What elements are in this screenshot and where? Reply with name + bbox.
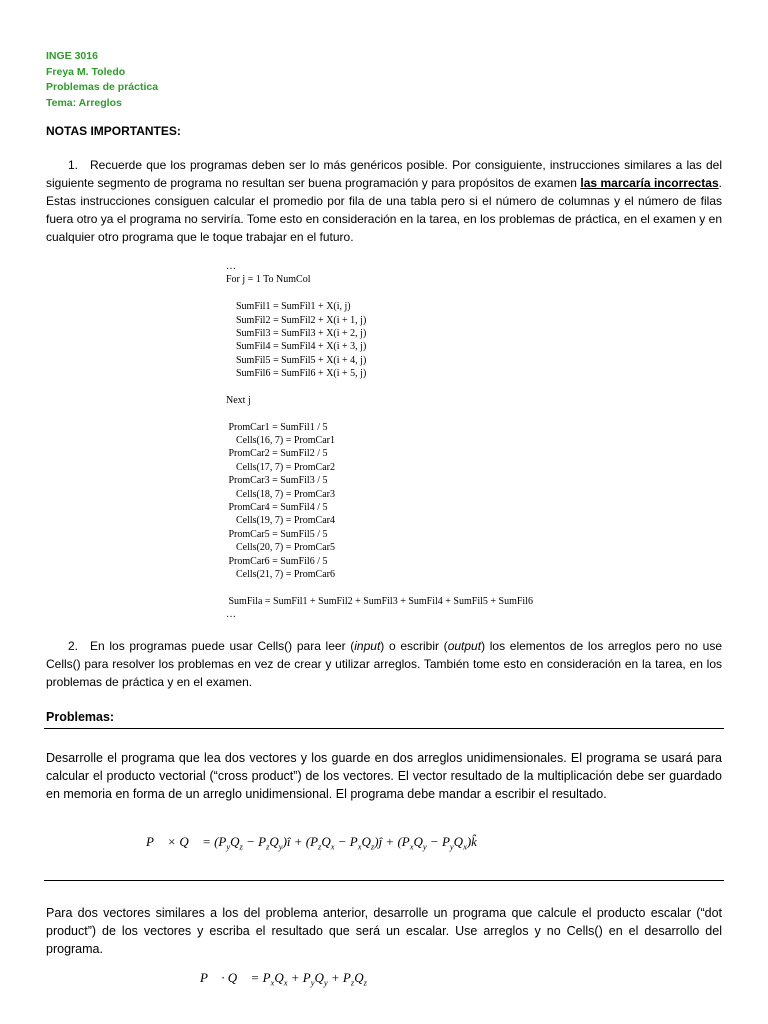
code-line: Cells(17, 7) = PromCar2: [226, 461, 335, 473]
document-header: [46, 49, 158, 111]
note-item-2-number: 2.: [68, 639, 79, 653]
note-item-1-underlined: las marcaría incorrectas: [580, 176, 719, 190]
code-line: SumFila = SumFil1 + SumFil2 + SumFil3 + SumFil4 + SumFil5 + SumFil6: [226, 595, 533, 607]
code-line: SumFil5 = SumFil5 + X(i + 4, j): [226, 354, 367, 366]
note-item-1-number: 1.: [68, 158, 79, 172]
code-line: PromCar2 = SumFil2 / 5: [226, 448, 328, 460]
code-line: SumFil3 = SumFil3 + X(i + 2, j): [226, 327, 367, 339]
code-line: Cells(19, 7) = PromCar4: [226, 515, 335, 527]
note-item-2-text-3: ) los elementos de los arreglos pero no use Cells() para resolver los problemas en vez de crear y utilizar arreglos. También tome esto en consideración en la tarea, en los problemas de práctica y en el examen.: [46, 639, 722, 689]
problem-2-text: Para dos vectores similares a los del problema anterior, desarrolle un programa que calcule el producto escalar (“dot product”) de los vectores y escriba el resultado que será un escalar. Use arreglos y no Cells() en el desarrollo del programa.: [46, 906, 722, 956]
note-item-2-text-1: En los programas puede usar Cells() para leer (: [90, 639, 355, 653]
dot-product-formula: P⃗ · Q⃗ = $P_xQ_x + P_yQ_y + P_zQ_z$: [200, 970, 367, 988]
code-segment: [226, 260, 533, 622]
code-line: Cells(18, 7) = PromCar3: [226, 488, 335, 500]
code-line: SumFil1 = SumFil1 + X(i, j): [226, 301, 351, 313]
code-line: PromCar1 = SumFil1 / 5: [226, 421, 328, 433]
code-line: For j = 1 To NumCol: [226, 274, 311, 286]
code-line: Cells(21, 7) = PromCar6: [226, 568, 335, 580]
note-item-1-text-a: Recuerde que los programas deben ser lo más genéricos posible. Por consiguiente, instrucciones similares a las del siguiente segmento de programa no resultan ser buena programación y para propósitos de examen: [46, 158, 722, 190]
note-item-1: [46, 156, 722, 246]
code-line: Next j: [226, 394, 251, 406]
code-line: SumFil4 = SumFil4 + X(i + 3, j): [226, 341, 367, 353]
note-item-1-text-b: . Estas instrucciones consiguen calcular el promedio por fila de una tabla pero si el número de columnas y el número de filas fuera otro ya el programa no serviría. Tome esto en consideración en la tarea, en los problemas de práctica, en el examen y en cualquier otro programa que le toque trabajar en el futuro.: [46, 176, 722, 244]
notes-title: NOTAS IMPORTANTES:: [46, 124, 181, 138]
course-code: INGE 3016: [46, 50, 98, 62]
cross-product-formula: P⃗ × Q⃗ = ($P_yQ_z$ − $P_zQ_y)î + (P_zQ_x$ − $P_xQ_z)ĵ + (P_xQ_y$ − $P_yQ_x)k̂$: [146, 834, 477, 852]
divider-top: [44, 728, 724, 729]
code-line: Cells(16, 7) = PromCar1: [226, 435, 335, 447]
problem-1-text: Desarrolle el programa que lea dos vectores y los guarde en dos arreglos unidimensionales. El programa se usará para calcular el producto vectorial (“cross product”) de los vectores. El vector resultado de la multiplicación debe ser guardado en memoria en forma de un arreglo unidimensional. El programa debe mandar a escribir el resultado.: [46, 751, 722, 801]
document-topic: Tema: Arreglos: [46, 96, 122, 109]
code-line: …: [226, 261, 236, 272]
code-line: Cells(20, 7) = PromCar5: [226, 542, 335, 554]
code-line: PromCar3 = SumFil3 / 5: [226, 475, 328, 487]
code-line: …: [226, 609, 236, 621]
code-line: [226, 381, 533, 394]
code-line: PromCar6 = SumFil6 / 5: [226, 555, 328, 567]
note-item-2-output-word: output: [447, 639, 482, 653]
code-line: [226, 407, 533, 420]
note-item-2-input-word: input: [354, 639, 381, 653]
divider-bottom: [44, 880, 724, 881]
note-item-2: [46, 637, 722, 691]
author-name: Freya M. Toledo: [46, 65, 126, 78]
note-item-2-text-2: ) o escribir (: [380, 639, 448, 653]
code-line: PromCar5 = SumFil5 / 5: [226, 528, 328, 540]
code-line: SumFil6 = SumFil6 + X(i + 5, j): [226, 368, 367, 380]
code-line: [226, 581, 533, 594]
code-line: SumFil2 = SumFil2 + X(i + 1, j): [226, 314, 367, 326]
code-line: PromCar4 = SumFil4 / 5: [226, 502, 328, 514]
problems-title: Problemas:: [46, 710, 115, 724]
code-line: [226, 287, 533, 300]
document-subject: Problemas de práctica: [46, 81, 159, 93]
